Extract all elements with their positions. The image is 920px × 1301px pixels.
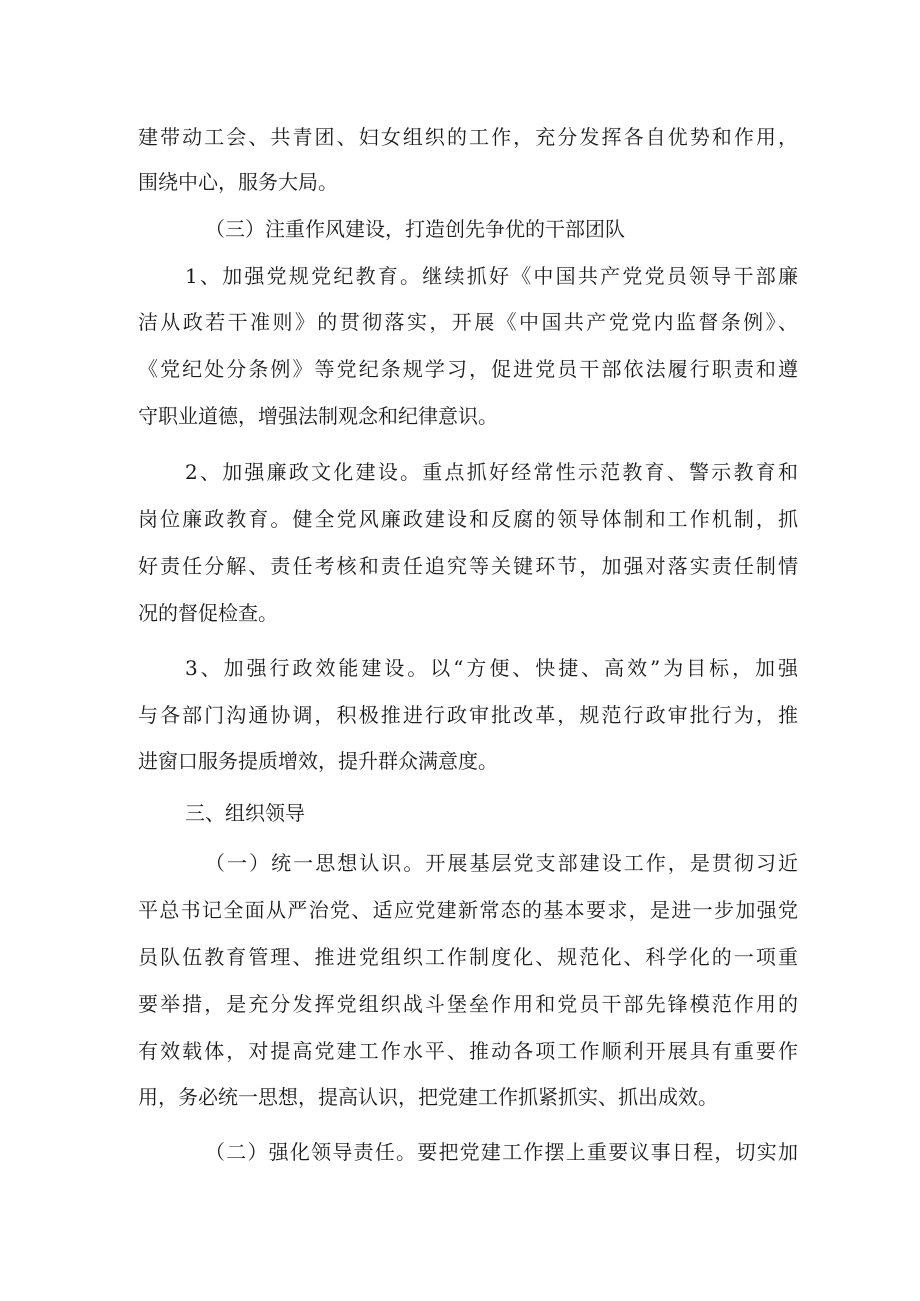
paragraph-line: 建带动工会、共青团、妇女组织的工作，充分发挥各自优势和作用， — [138, 125, 798, 149]
paragraph-line: 1、加强党规党纪教育。继续抓好《中国共产党党员领导干部廉 — [185, 264, 798, 288]
paragraph-line: 岗位廉政教育。健全党风廉政建设和反腐的领导体制和工作机制，抓 — [138, 507, 798, 531]
paragraph-line: 3、加强行政效能建设。以“方便、快捷、高效”为目标，加强 — [185, 656, 798, 680]
paragraph-line: 好责任分解、责任考核和责任追究等关键环节，加强对落实责任制情 — [138, 554, 798, 578]
paragraph-line: 2、加强廉政文化建设。重点抓好经常性示范教育、警示教育和 — [185, 460, 798, 484]
paragraph-line: 有效载体，对提高党建工作水平、推动各项工作顺利开展具有重要作 — [138, 1039, 798, 1063]
paragraph-line: 《党纪处分条例》等党纪条规学习，促进党员干部依法履行职责和遵 — [138, 357, 798, 381]
paragraph-line: 平总书记全面从严治党、适应党建新常态的基本要求，是进一步加强党 — [138, 898, 798, 922]
paragraph-line: 洁从政若干准则》的贯彻落实，开展《中国共产党党内监督条例》、 — [138, 310, 798, 334]
paragraph-line: 与各部门沟通协调，积极推进行政审批改革，规范行政审批行为，推 — [138, 703, 798, 727]
section-heading: （三）注重作风建设，打造创先争优的干部团队 — [205, 217, 625, 241]
paragraph-line: 况的督促检查。 — [138, 601, 278, 625]
section-heading: 三、组织领导 — [185, 801, 305, 825]
paragraph-line: 要举措，是充分发挥党组织战斗堡垒作用和党员干部先锋模范作用的 — [138, 992, 798, 1016]
paragraph-line: 员队伍教育管理、推进党组织工作制度化、规范化、科学化的一项重 — [138, 945, 798, 969]
paragraph-line: 围绕中心，服务大局。 — [138, 170, 338, 194]
paragraph-line: （一）统一思想认识。开展基层党支部建设工作，是贯彻习近 — [205, 851, 798, 875]
paragraph-line: （二）强化领导责任。要把党建工作摆上重要议事日程，切实加 — [205, 1140, 798, 1164]
paragraph-line: 进窗口服务提质增效，提升群众满意度。 — [138, 749, 498, 773]
paragraph-line: 用，务必统一思想，提高认识，把党建工作抓紧抓实、抓出成效。 — [138, 1085, 718, 1109]
paragraph-line: 守职业道德，增强法制观念和纪律意识。 — [138, 404, 498, 428]
